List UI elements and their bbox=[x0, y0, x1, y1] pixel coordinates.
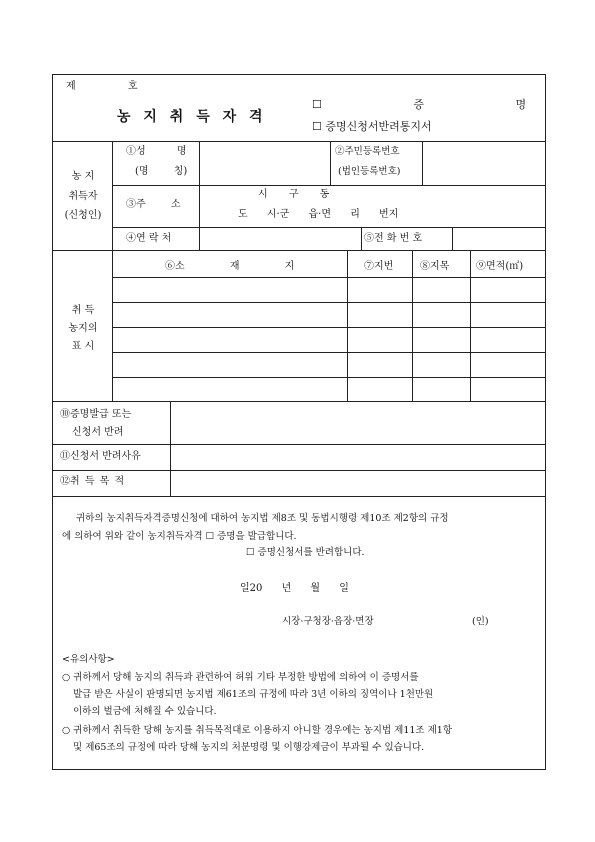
col-location: ⑥소 재 지 bbox=[165, 261, 295, 272]
land-section-label-3: 표 시 bbox=[71, 341, 95, 352]
name-label: ①성 명 bbox=[126, 146, 187, 157]
note-2-line-1: ○ 귀하께서 취득한 당해 농지를 취득목적대로 이용하지 아니할 경우에는 농지법 제11조 제1항 bbox=[62, 725, 453, 736]
seal-mark: (인) bbox=[472, 616, 489, 627]
divider bbox=[470, 250, 471, 401]
option-rejection-notice-checkbox[interactable]: ☐ 증명신청서반려통지서 bbox=[312, 120, 432, 133]
issue-label-1: ⑩증명발급 또는 bbox=[60, 409, 132, 420]
divider bbox=[112, 377, 546, 378]
id-number-label: ②주민등록번호 bbox=[335, 146, 400, 157]
applicant-section-label-1: 농 지 bbox=[71, 171, 95, 182]
divider bbox=[112, 141, 113, 401]
divider bbox=[199, 185, 200, 227]
address-line-1: 시 구 동 bbox=[258, 189, 330, 200]
issue-date: 일20 년 월 일 bbox=[240, 583, 349, 594]
purpose-label: ⑫취 득 목 적 bbox=[60, 476, 125, 487]
col-lot-number: ⑦지번 bbox=[364, 261, 394, 272]
divider bbox=[112, 277, 546, 278]
divider bbox=[361, 227, 362, 250]
contact-field[interactable] bbox=[200, 228, 360, 249]
divider bbox=[52, 250, 546, 251]
statement-line-1: 귀하의 농지취득자격증명신청에 대하여 농지법 제8조 및 동법시행령 제10조 제2항의 규정 bbox=[76, 513, 449, 524]
divider bbox=[347, 250, 348, 401]
note-1-line-2: 발급 받은 사실이 판명되면 농지법 제61조의 규정에 따라 3년 이하의 징역이나 1천만원 bbox=[73, 689, 434, 700]
issue-field[interactable] bbox=[171, 402, 545, 444]
note-2-line-2: 및 제65조의 규정에 따라 당해 농지의 처분명령 및 이행강제금이 부과될 수 있습니다. bbox=[73, 742, 425, 753]
col-land-category: ⑧지목 bbox=[420, 261, 450, 272]
notes-heading: <유의사항> bbox=[62, 654, 115, 665]
divider bbox=[112, 185, 546, 186]
note-1-line-3: 이하의 벌금에 처해질 수 있습니다. bbox=[73, 706, 217, 717]
number-label-ho: 호 bbox=[128, 81, 138, 92]
statement-line-3[interactable]: ☐ 증명신청서를 반려합니다. bbox=[246, 547, 365, 558]
reason-label: ⑪신청서 반려사유 bbox=[60, 451, 141, 462]
name-field[interactable] bbox=[200, 142, 329, 184]
phone-field[interactable] bbox=[453, 228, 545, 249]
statement-line-2[interactable]: 에 의하여 위와 같이 농지취득자격 ☐ 증명을 발급합니다. bbox=[62, 531, 297, 542]
id-number-field[interactable] bbox=[423, 142, 545, 184]
applicant-section-label-3: (신청인) bbox=[64, 210, 102, 221]
id-number-sublabel: (법인등록번호) bbox=[338, 166, 401, 177]
col-area: ⑨면적(㎡) bbox=[476, 261, 524, 272]
divider bbox=[112, 302, 546, 303]
signer-title: 시장·구청장·읍장·면장 bbox=[282, 616, 374, 627]
note-1-line-1: ○ 귀하께서 당해 농지의 취득과 관련하여 허위 기타 부정한 방법에 의하여 이 증명서를 bbox=[62, 672, 419, 683]
purpose-field[interactable] bbox=[171, 471, 545, 495]
divider bbox=[112, 327, 546, 328]
address-line-2: 도 시·군 읍·면 리 번지 bbox=[238, 209, 399, 220]
issue-label-2: 신청서 반려 bbox=[72, 427, 124, 438]
page-title: 농 지 취 득 자 격 bbox=[117, 109, 267, 125]
option-certificate-checkbox[interactable]: ☐ 증 명 bbox=[312, 98, 527, 111]
name-sublabel: (명 칭) bbox=[135, 166, 188, 177]
land-section-label-2: 농지의 bbox=[68, 323, 98, 334]
divider bbox=[412, 250, 413, 401]
divider bbox=[112, 352, 546, 353]
phone-label: ⑤전 화 번 호 bbox=[364, 233, 423, 244]
land-section-label-1: 취 득 bbox=[71, 305, 95, 316]
divider bbox=[52, 496, 546, 497]
reason-field[interactable] bbox=[171, 445, 545, 469]
applicant-section-label-2: 취득자 bbox=[68, 191, 98, 202]
contact-label: ④연 락 처 bbox=[126, 233, 172, 244]
address-label: ③주 소 bbox=[126, 199, 181, 210]
number-label-je: 제 bbox=[66, 81, 76, 92]
divider bbox=[330, 141, 331, 185]
